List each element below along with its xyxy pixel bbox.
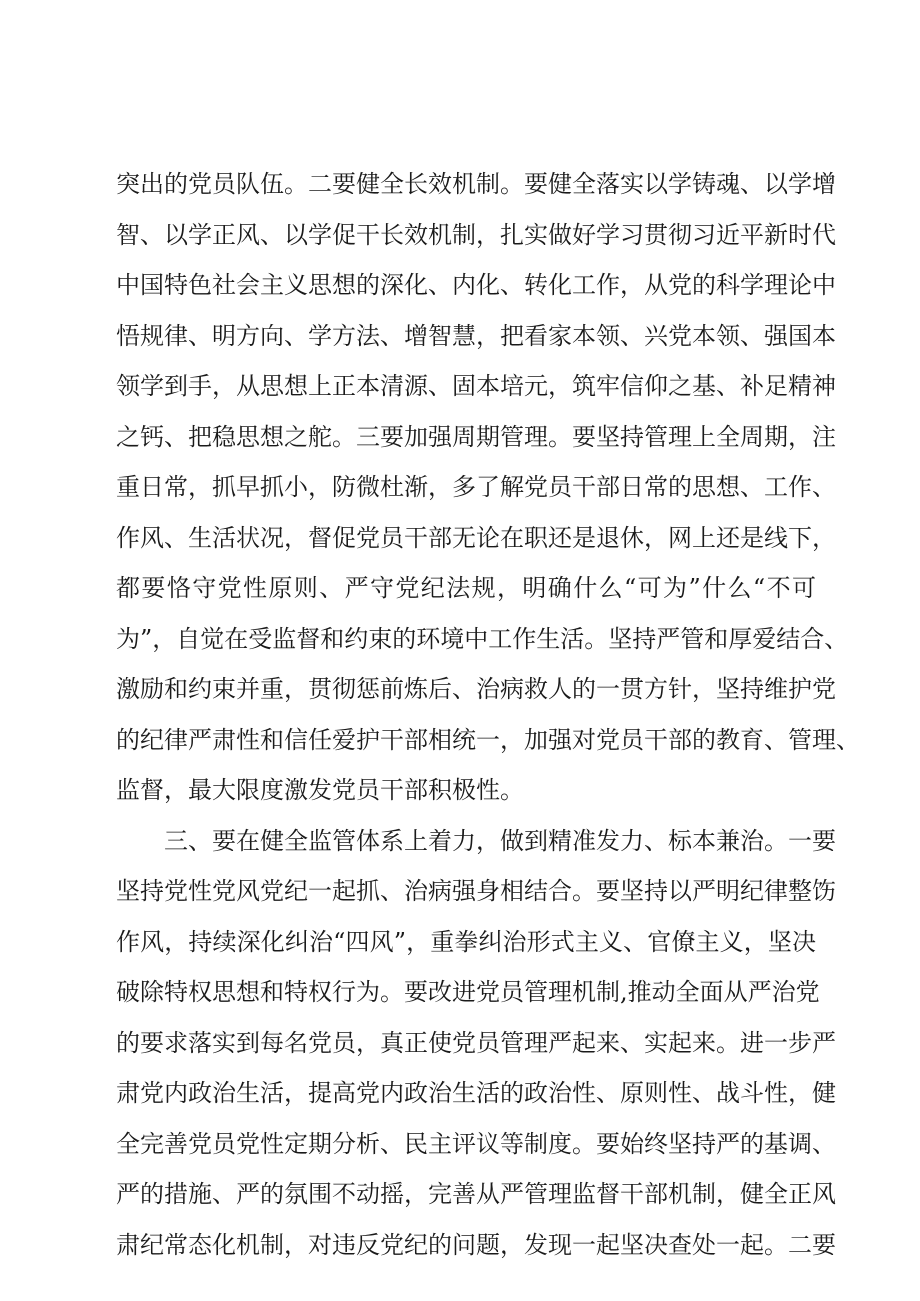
text-line: 肃纪常态化机制，对违反党纪的问题，发现一起坚决查处一起。二要 [116, 1230, 836, 1259]
text-line: 监督，最大限度激发党员干部积极性。 [116, 776, 524, 804]
text-line: 激励和约束并重，贯彻惩前炼后、治病救人的一贯方针，坚持维护党 [116, 675, 836, 703]
text-line: 突出的党员队伍。二要健全长效机制。要健全落实以学铸魂、以学增 [116, 170, 836, 198]
text-line: 为”，自觉在受监督和约束的环境中工作生活。坚持严管和厚爱结合、 [116, 624, 849, 653]
text-line: 全完善党员党性定期分析、民主评议等制度。要始终坚持严的基调、 [116, 1129, 836, 1158]
section-heading-line: 三、要在健全监管体系上着力，做到精准发力、标本兼治。一要 [164, 826, 836, 855]
text-line: 智、以学正风、以学促干长效机制，扎实做好学习贯彻习近平新时代 [116, 220, 836, 249]
text-line: 严的措施、严的氛围不动摇，完善从严管理监督干部机制，健全正风 [116, 1180, 836, 1208]
text-line: 之钙、把稳思想之舵。三要加强周期管理。要坚持管理上全周期，注 [116, 422, 836, 451]
text-line: 都要恪守党性原则、严守党纪法规，明确什么“可为”什么“不可 [116, 574, 816, 602]
text-line: 中国特色社会主义思想的深化、内化、转化工作，从党的科学理论中 [116, 271, 836, 299]
text-line: 重日常，抓早抓小，防微杜渐，多了解党员干部日常的思想、工作、 [116, 473, 836, 501]
text-line: 作风，持续深化纠治“四风”，重拳纠治形式主义、官僚主义，坚决 [116, 927, 816, 956]
text-line: 作风、生活状况，督促党员干部无论在职还是退休，网上还是线下， [116, 523, 836, 552]
text-line: 领学到手，从思想上正本清源、固本培元，筑牢信仰之基、补足精神 [116, 372, 836, 400]
text-line: 的纪律严肃性和信任爱护干部相统一，加强对党员干部的教育、管理、 [116, 725, 860, 754]
text-line: 肃党内政治生活，提高党内政治生活的政治性、原则性、战斗性，健 [116, 1079, 836, 1107]
text-line: 悟规律、明方向、学方法、增智慧，把看家本领、兴党本领、强国本 [116, 321, 836, 350]
text-line: 破除特权思想和特权行为。要改进党员管理机制,推动全面从严治党 [116, 978, 820, 1006]
text-line: 的要求落实到每名党员，真正使党员管理严起来、实起来。进一步严 [116, 1028, 836, 1057]
text-line: 坚持党性党风党纪一起抓、治病强身相结合。要坚持以严明纪律整饬 [116, 877, 836, 905]
body-text [116, 159, 860, 1270]
